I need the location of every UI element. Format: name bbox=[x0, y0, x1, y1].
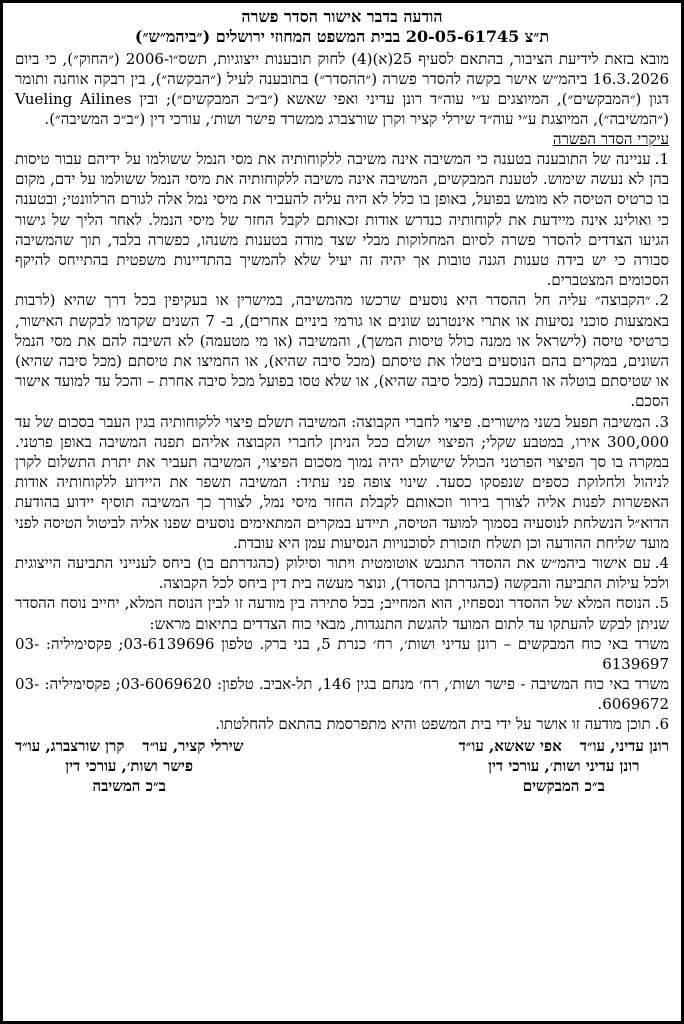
notice-subtitle: ת״צ 20-05-61745 בבית המשפט המחוזי ירושלים (״ביהמ״ש״) bbox=[134, 27, 550, 46]
contact-respondent: משרד באי כוח המשיבה - פישר ושות׳, רח׳ מנחם בגין 146, תל-אביב. טלפון: 03-6069620; פקסימיליה: 03-6069672. bbox=[15, 674, 669, 713]
signatory-name: אפי שאשא, עו״ד bbox=[458, 736, 562, 755]
signatory-name: קרן שורצברג, עו״ד bbox=[15, 736, 125, 755]
final-section bbox=[15, 714, 669, 734]
section-item bbox=[15, 593, 669, 633]
signatory-name: שירלי קציר, עו״ד bbox=[142, 736, 244, 755]
section-item bbox=[15, 149, 669, 290]
section-number: 1. bbox=[654, 150, 669, 168]
signatory-name: רונן עדיני, עו״ד bbox=[579, 736, 669, 755]
law-firm: רונן עדיני ושות׳, עורכי דין bbox=[488, 756, 640, 775]
section-text: עם אישור ביהמ״ש את ההסדר התגבש אוטומטית ויתור וסילוק (כהגדרתם בו) ביחס לענייני התביעה הייצוגית ולכל עילות התביעה והבקשה (כהגדרתן בהסדר), ונוצר מעשה בית דין ביחס לכל הקבוצה. bbox=[15, 554, 669, 593]
section-number: 3. bbox=[654, 412, 669, 431]
law-firm: פישר ושות׳, עורכי דין bbox=[65, 756, 194, 775]
respondent-signature bbox=[15, 736, 243, 796]
notice-intro: מובא בזאת לידיעת הציבור, בהתאם לסעיף 25(א)(4) לחוק תובענות ייצוגיות, תשס״ו-2006 (״החוק״), כי ביום 16.3.2026 ביהמ״ש אישר בקשה להסדר פשרה (״ההסדר״) בתובענה לעיל (״הבקשה״), בין רבקה אוחנה ותומר דגון (״המבקשים״), המיוצגים ע״י עוה״ד רונן עדיני ואפי שאשא (״ב״כ המבקשים״); ובין Vueling Ailines (״המשיבה״), המיוצגת ע״י עוה״ד שירלי קציר וקרן שורצברג ממשרד פישר ושות׳, עורכי דין (״ב״כ המשיבה״). bbox=[15, 50, 670, 128]
counsel-role: ב״כ המבקשים bbox=[522, 776, 605, 795]
section-item bbox=[15, 553, 669, 593]
signatures bbox=[15, 736, 669, 796]
section-text: הנוסח המלא של ההסדר ונספחיו, הוא המחייב; בכל סתירה בין מודעה זו לבין הנוסח המלא, יחייב נוסח ההסדר שניתן לבקש להעתקו עד לתום המועד להגשת התנגדות, מבאי כוח הצדדים בתיאום מראש: bbox=[15, 594, 669, 633]
applicants-signature bbox=[459, 736, 669, 796]
notice-title: הודעה בדבר אישור הסדר פשרה bbox=[241, 7, 443, 26]
section-number: 2. bbox=[654, 291, 669, 310]
section-text: ״הקבוצה״ עליה חל ההסדר היא נוסעים שרכשו מהמשיבה, במישרין או בעקיפין בכל דרך שהיא (לרבות באמצעות סוכני נסיעות או אתרי אינטרנט שונים או גורמי ביניים אחרים), ב- 7 השנים שקדמו לבקשת האישור, כרטיסי טיסה (לישראל או ממנה כולל טיסות המשך), והמשיבה (או מי מטעמה) לא השיבה להם את מסי הנמל השונים, במקרים בהם הנוסעים ביטלו את טיסתם (מכל סיבה שהיא), או החמיצו את טיסתם (מכל סיבה שהיא) או שטיסתם בוטלה או התעכבה (מכל סיבה שהיא), או שלא טסו בפועל מכל סיבה אחרת – והכל עד למועד אישור הסכם. bbox=[15, 291, 670, 411]
section-item bbox=[15, 290, 669, 411]
section-heading: עיקרי הסדר הפשרה bbox=[552, 130, 669, 148]
counsel-role: ב״כ המשיבה bbox=[92, 776, 166, 795]
section-text: עניינה של התובענה בטענה כי המשיבה אינה משיבה ללקוחותיה את מסי הנמל ששולמו על ידיהם עבור טיסות בהן לא נעשה שימוש. לטענת המבקשים, המשיבה אינה משיבה ללקוחותיה את מיסי הנמל ששולמו על ידם, מקום בו כרטיס הטיסה לא מומש בפועל, באופן בו כלל לא היה עליה להעביר את מיסי נמל אלה לגורם הרלוונטי; ובטענה כי ואולינג אינה מיידעת את לקוחותיה כנדרש אודות זכאותם לקבל החזר של מיסי הנמל. לאחר הליך של גישור הגיעו הצדדים להסדר פשרה לסיום המחלוקות מבלי שצד מודה בטענות משנהו, כפשרה בלבד, תוך שהמשיבה סבורה כי יש בידה טענות הגנה טובות אך יהיה זה יעיל שלא להמשיך בהתדיינות משפטית בהתייחס להיקף הסכומים המצטברים. bbox=[15, 150, 669, 290]
section-text: תוכן מודעה זו אושר על ידי בית המשפט והיא מתפרסמת בהתאם להחלטתו. bbox=[215, 714, 651, 733]
settlement-sections bbox=[15, 149, 669, 634]
section-item bbox=[15, 412, 669, 553]
section-text: המשיבה תפעל בשני מישורים. פיצוי לחברי הקבוצה: המשיבה תשלם פיצוי ללקוחותיה בגין העבר בסכום של עד 300,000 אירו, במטבע שקלי; הפיצוי ישולם ככל הניתן לחברי הקבוצה אליהם תפנה המשיבה באופן פרטני. במקרה בו סך הפיצוי הפרטני הכולל שישולם יהיה נמוך מסכום הפיצוי, המשיבה תעביר את יתרת התשלום לקרן לניהול ולחלוקת כספים שנפסקו כסעד. שינוי צופה פני עתיד: המשיבה תשפר את היידוע ללקוחותיה אודות האפשרות לפנות אליה לצורך בירור וזכאותם לקבלת החזר מיסי נמל, לצורך כך המשיבה תוסיף יידוע בהודעת הדוא״ל הנשלחת לנוסעיה בסמוך למועד הטיסה, תיידע במקרים המתאימים נוסעים שפנו אליה לביטול הטיסה לפני מועד שליחת ההודעה וכן תשלח תזכורת לסוכנויות הנסיעות עמן היא עובדת. bbox=[15, 412, 669, 552]
section-number: 6. bbox=[654, 714, 669, 733]
contact-applicants: משרד באי כוח המבקשים – רונן עדיני ושות׳, רח׳ כנרת 5, בני ברק. טלפון 03-6139696; פקסימיליה: 03-6139697 bbox=[15, 634, 670, 673]
section-number: 5. bbox=[654, 594, 669, 613]
section-number: 4. bbox=[654, 554, 669, 573]
